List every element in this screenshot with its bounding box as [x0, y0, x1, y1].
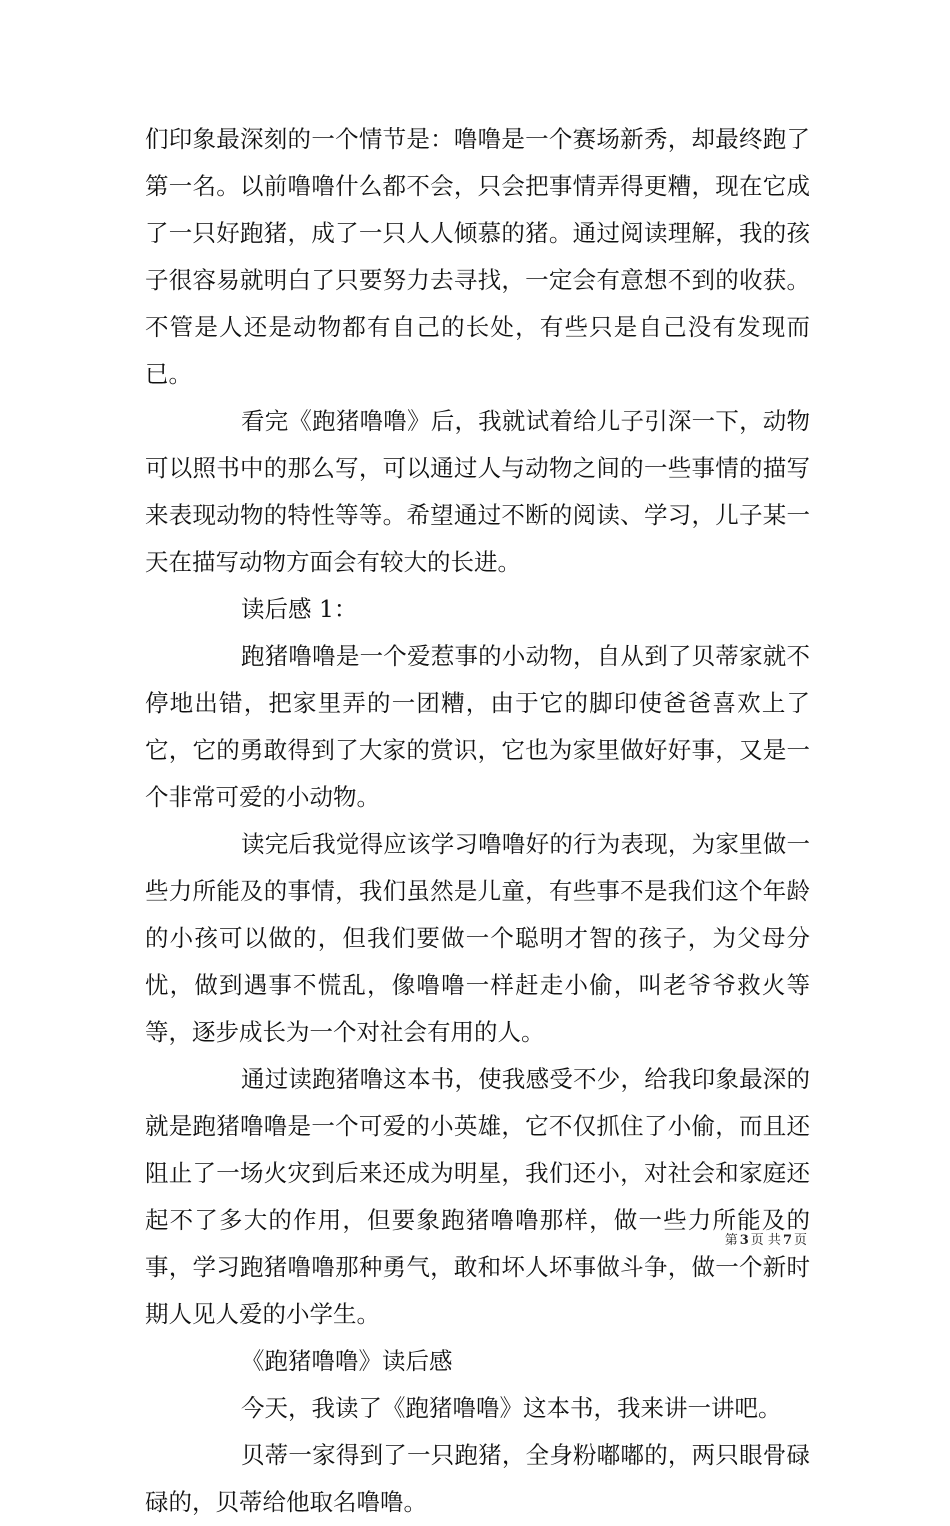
paragraph-2: 看完《跑猪噜噜》后，我就试着给儿子引深一下，动物可以照书中的那么写，可以通过人与动物之间的一些事情的描写来表现动物的特性等等。希望通过不断的阅读、学习，儿子某一天在描写动物方面会有较大的长进。 — [145, 407, 810, 576]
footer-middle: 页 共 — [750, 1233, 781, 1248]
paragraph-6: 通过读跑猪噜这本书，使我感受不少，给我印象最深的就是跑猪噜噜是一个可爱的小英雄，它不仅抓住了小偷，而且还阻止了一场火灾到后来还成为明星，我们还小，对社会和家庭还起不了多大的作用，但要象跑猪噜噜那样，做一些力所能及的事，学习跑猪噜噜那种勇气，敢和坏人坏事做斗争，做一个新时期人见人爱的小学生。 — [145, 1065, 810, 1328]
current-page-number: 3 — [739, 1233, 749, 1248]
footer-prefix: 第 — [724, 1233, 738, 1248]
footer-suffix: 页 — [793, 1233, 807, 1248]
paragraph-5: 读完后我觉得应该学习噜噜好的行为表现，为家里做一些力所能及的事情，我们虽然是儿童，有些事不是我们这个年龄的小孩可以做的，但我们要做一个聪明才智的孩子，为父母分忧，做到遇事不慌乱，像噜噜一样赶走小偷，叫老爷爷救火等等，逐步成长为一个对社会有用的人。 — [145, 830, 810, 1046]
total-pages-number: 7 — [782, 1233, 792, 1248]
section-heading-reflection-1: 读后感 1： — [241, 595, 358, 623]
paragraph-8: 今天，我读了《跑猪噜噜》这本书，我来讲一讲吧。 — [241, 1394, 782, 1422]
paragraph-9: 贝蒂一家得到了一只跑猪，全身粉嘟嘟的，两只眼骨碌碌的，贝蒂给他取名噜噜。 — [145, 1441, 810, 1516]
page-footer — [725, 1233, 807, 1249]
section-heading-book-reflection: 《跑猪噜噜》读后感 — [241, 1347, 453, 1375]
document-body — [145, 116, 810, 1526]
paragraph-1: 们印象最深刻的一个情节是：噜噜是一个赛场新秀，却最终跑了第一名。以前噜噜什么都不会，只会把事情弄得更糟，现在它成了一只好跑猪，成了一只人人倾慕的猪。通过阅读理解，我的孩子很容易就明白了只要努力去寻找，一定会有意想不到的收获。不管是人还是动物都有自己的长处，有些只是自己没有发现而已。 — [145, 125, 810, 388]
paragraph-4: 跑猪噜噜是一个爱惹事的小动物，自从到了贝蒂家就不停地出错，把家里弄的一团糟，由于它的脚印使爸爸喜欢上了它，它的勇敢得到了大家的赏识，它也为家里做好好事，又是一个非常可爱的小动物。 — [145, 642, 810, 811]
